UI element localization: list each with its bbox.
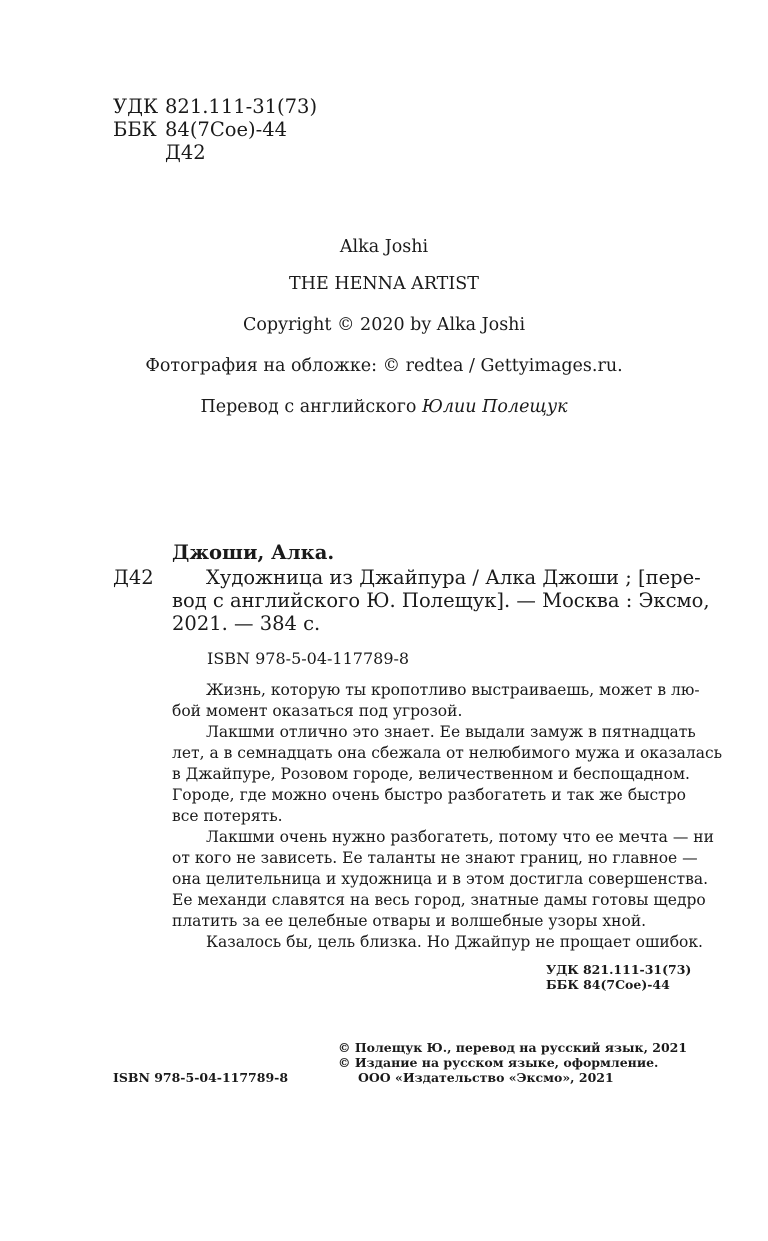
annotation-line: все потерять. <box>172 807 283 825</box>
biblio-isbn: ISBN 978-5-04-117789-8 <box>207 649 410 668</box>
biblio-line: вод с английского Ю. Полещук]. — Москва : Эксмо, <box>172 589 710 612</box>
copyright-edition: © Издание на русском языке, оформление. <box>338 1055 659 1070</box>
annotation-line: от кого не зависеть. Ее таланты не знают границ, но главное — <box>172 849 698 867</box>
biblio-line: 2021. — 384 с. <box>172 612 321 635</box>
udk-row <box>113 95 317 118</box>
bbk-value: 84(7Сое)-44 <box>165 118 288 141</box>
biblio-line: Художница из Джайпура / Алка Джоши ; [пере- <box>206 566 701 589</box>
udk-footer: УДК 821.111-31(73) <box>546 962 692 977</box>
bbk-label: ББК <box>113 118 157 141</box>
copyright-publisher: ООО «Издательство «Эксмо», 2021 <box>358 1070 614 1085</box>
copyright-line: Copyright © 2020 by Alka Joshi <box>242 315 526 335</box>
annotation-line: в Джайпуре, Розовом городе, величественном и беспощадном. <box>172 765 690 783</box>
bibliographic-description <box>172 566 710 635</box>
classification-footer <box>546 962 691 992</box>
cover-photo-credit: Фотография на обложке: © redtea / Gettyimages.ru. <box>145 356 623 376</box>
copyright-block <box>338 1040 687 1085</box>
annotation <box>172 680 723 953</box>
copyright-translation: © Полещук Ю., перевод на русский язык, 2021 <box>338 1040 688 1055</box>
original-title: THE HENNA ARTIST <box>289 274 479 294</box>
annotation-line: Лакшми очень нужно разбогатеть, потому что ее мечта — ни <box>206 828 714 846</box>
bbk-row <box>113 118 317 141</box>
annotation-line: бой момент оказаться под угрозой. <box>172 702 463 720</box>
translation-credit <box>0 397 768 417</box>
annotation-line: Ее механди славятся на весь город, знатные дамы готовы щедро <box>172 891 706 909</box>
biblio-author-mark: Д42 <box>113 566 154 589</box>
annotation-line: платить за ее целебные отвары и волшебные узоры хной. <box>172 912 647 930</box>
annotation-line: она целительница и художница и в этом достигла совершенства. <box>172 870 709 888</box>
annotation-line: Лакшми отлично это знает. Ее выдали замуж в пятнадцать <box>206 723 696 741</box>
annotation-line: лет, а в семнадцать она сбежала от нелюбимого мужа и оказалась <box>172 744 723 762</box>
bbk-footer: ББК 84(7Сое)-44 <box>546 977 670 992</box>
isbn-footer: ISBN 978-5-04-117789-8 <box>113 1070 289 1085</box>
original-author: Alka Joshi <box>339 237 429 257</box>
udk-label: УДК <box>113 95 159 118</box>
biblio-author-heading: Джоши, Алка. <box>172 541 335 564</box>
author-mark: Д42 <box>165 141 206 164</box>
classification-codes-header <box>113 95 317 164</box>
annotation-line: Жизнь, которую ты кропотливо выстраиваешь, может в лю- <box>206 681 700 699</box>
translator-name: Юлии Полещук <box>422 397 568 417</box>
annotation-line: Городе, где можно очень быстро разбогатеть и так же быстро <box>172 786 686 804</box>
udk-value: 821.111-31(73) <box>165 95 318 118</box>
translation-prefix: Перевод с английского <box>200 397 417 417</box>
annotation-line: Казалось бы, цель близка. Но Джайпур не прощает ошибок. <box>206 933 703 951</box>
